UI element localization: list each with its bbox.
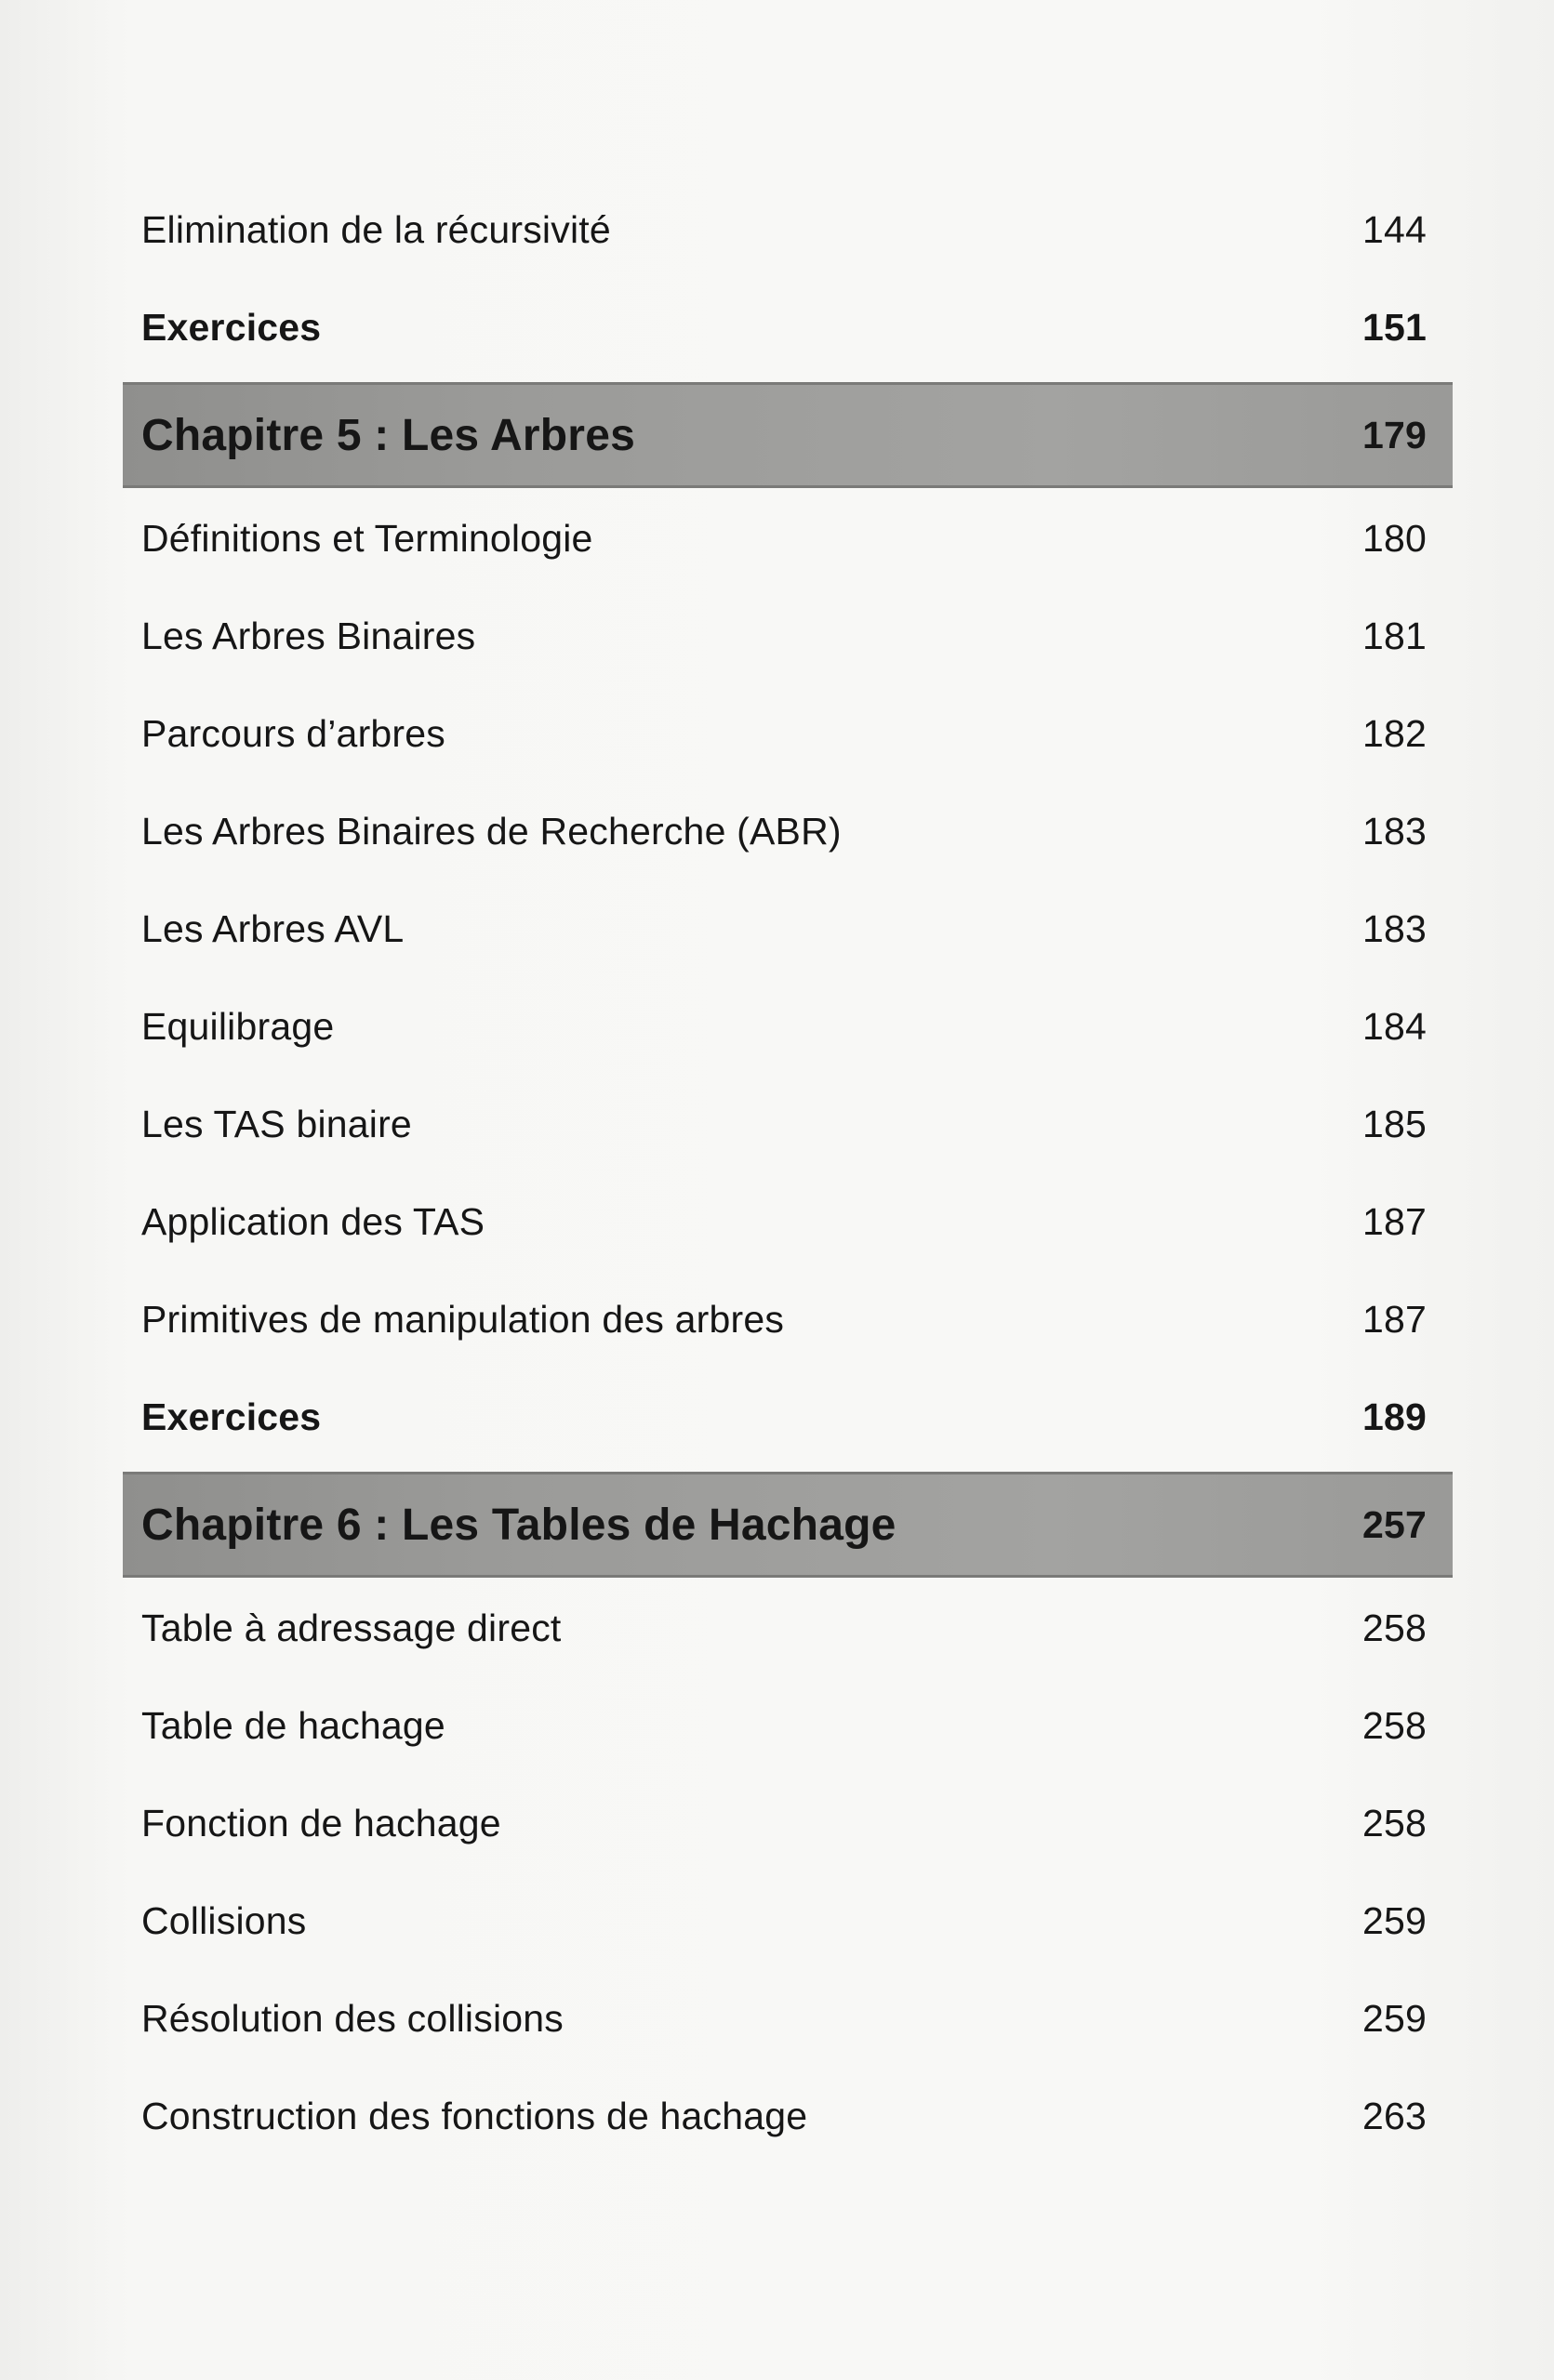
toc-entry-page: 258 — [1361, 1802, 1427, 1844]
toc-entry — [123, 1368, 1453, 1466]
toc-entry-page: 259 — [1361, 1997, 1427, 2040]
chapter-title: Chapitre 5 : Les Arbres — [141, 410, 635, 460]
toc-entry-title: Application des TAS — [141, 1200, 485, 1243]
chapter-heading — [123, 382, 1453, 488]
toc-entry-title: Exercices — [141, 1395, 322, 1438]
toc-entry — [123, 181, 1453, 279]
toc-entry — [123, 783, 1453, 880]
chapter-heading — [123, 1472, 1453, 1578]
toc-entry-page: 187 — [1361, 1298, 1427, 1341]
toc-entry-page: 258 — [1361, 1606, 1427, 1649]
toc-entry-title: Table de hachage — [141, 1704, 445, 1747]
toc-entry — [123, 1775, 1453, 1872]
toc-entry-title: Exercices — [141, 306, 322, 349]
chapter-page: 257 — [1361, 1502, 1427, 1546]
toc-entry-page: 144 — [1361, 208, 1427, 251]
toc-entry-page: 183 — [1361, 810, 1427, 853]
toc-entry — [123, 279, 1453, 377]
toc-entry-page: 187 — [1361, 1200, 1427, 1243]
toc-entry-page: 151 — [1361, 306, 1427, 349]
chapter-title: Chapitre 6 : Les Tables de Hachage — [141, 1500, 897, 1550]
toc-entry — [123, 2068, 1453, 2165]
toc-entry — [123, 1271, 1453, 1368]
toc-entry-title: Les Arbres AVL — [141, 907, 405, 950]
chapter-page: 179 — [1361, 413, 1427, 456]
toc-entry — [123, 588, 1453, 685]
toc-entry-title: Les Arbres Binaires de Recherche (ABR) — [141, 810, 842, 853]
toc-entry-page: 258 — [1361, 1704, 1427, 1747]
toc-entry-title: Primitives de manipulation des arbres — [141, 1298, 785, 1341]
toc-entry — [123, 685, 1453, 783]
toc-entry-title: Définitions et Terminologie — [141, 517, 593, 560]
toc-entry — [123, 490, 1453, 588]
toc-entry-title: Résolution des collisions — [141, 1997, 564, 2040]
toc-entry-page: 184 — [1361, 1005, 1427, 1048]
toc-entry-page: 263 — [1361, 2095, 1427, 2137]
toc-entry-page: 183 — [1361, 907, 1427, 950]
toc-entry-title: Les Arbres Binaires — [141, 615, 476, 657]
toc-entry-page: 189 — [1361, 1395, 1427, 1438]
toc-entry-title: Les TAS binaire — [141, 1103, 412, 1145]
table-of-contents — [123, 181, 1453, 2165]
toc-entry-page: 182 — [1361, 712, 1427, 755]
toc-entry — [123, 978, 1453, 1076]
toc-entry-page: 180 — [1361, 517, 1427, 560]
toc-entry — [123, 1872, 1453, 1970]
toc-entry-title: Collisions — [141, 1899, 307, 1942]
toc-entry-page: 181 — [1361, 615, 1427, 657]
toc-entry — [123, 1173, 1453, 1271]
toc-entry — [123, 1970, 1453, 2068]
toc-entry-title: Equilibrage — [141, 1005, 335, 1048]
toc-entry — [123, 1076, 1453, 1173]
toc-entry — [123, 1677, 1453, 1775]
toc-entry-title: Construction des fonctions de hachage — [141, 2095, 808, 2137]
toc-entry-title: Elimination de la récursivité — [141, 208, 611, 251]
toc-entry-title: Fonction de hachage — [141, 1802, 501, 1844]
toc-entry — [123, 880, 1453, 978]
toc-entry-page: 259 — [1361, 1899, 1427, 1942]
toc-entry — [123, 1580, 1453, 1677]
toc-entry-title: Parcours d’arbres — [141, 712, 445, 755]
toc-entry-title: Table à adressage direct — [141, 1606, 562, 1649]
toc-entry-page: 185 — [1361, 1103, 1427, 1145]
